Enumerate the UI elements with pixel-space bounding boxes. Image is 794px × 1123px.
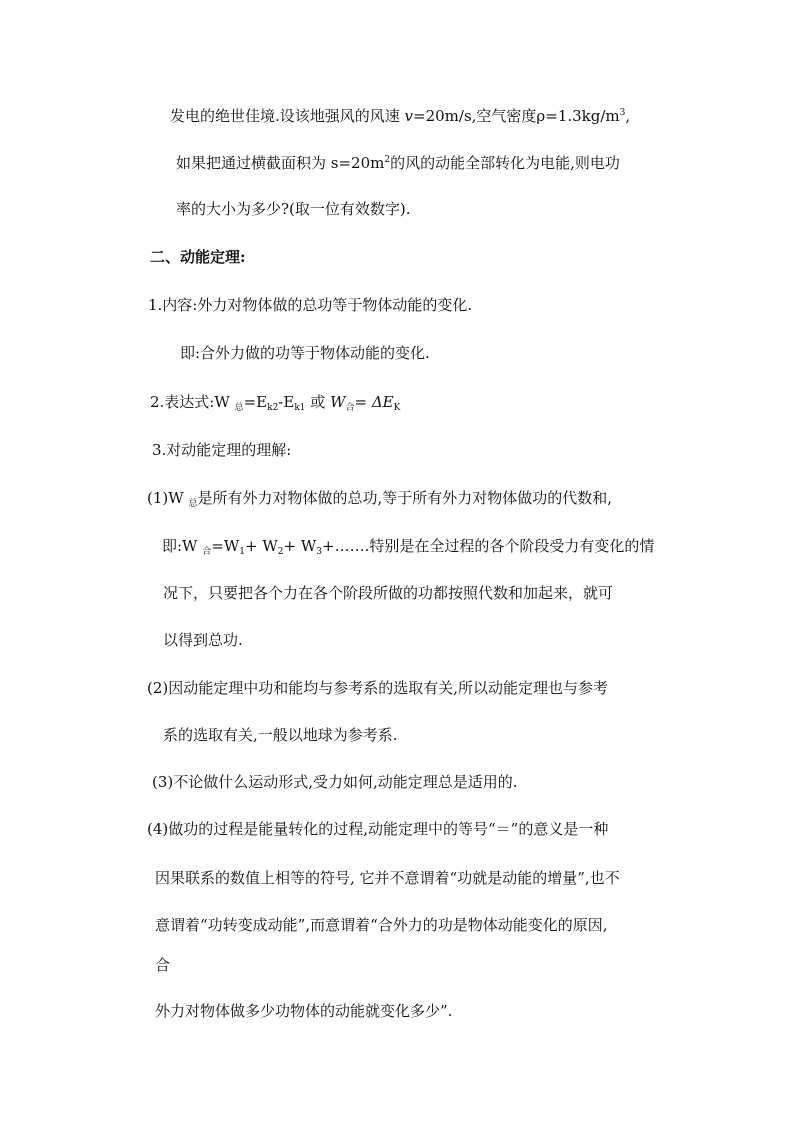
item-2-expression: 2.表达式:W $_总=E_{k2}-E_{k1}$ 或 $W_合= \Delta E_K$ xyxy=(150,393,401,413)
point-4-line-4: 合 xyxy=(155,956,171,974)
velocity-symbol: v xyxy=(404,107,414,125)
point-1-line-2: 即:W $_合=W_1+ W_2+$ $W_3+\dots\dots$.特别是在全过程的各个阶段受力有变化的情 xyxy=(162,537,655,557)
point-4-line-1: (4)做功的过程是能量转化的过程,动能定理中的等号“＝”的意义是一种 xyxy=(147,820,609,838)
problem-line-2: 如果把通过横截面积为 $s=20m^2$的风的动能全部转化为电能,则电功 xyxy=(176,154,620,172)
item-1-explanation: 即:合外力做的功等于物体动能的变化. xyxy=(180,344,430,362)
point-2-line-1: (2)因动能定理中功和能均与参考系的选取有关,所以动能定理也与参考 xyxy=(147,679,609,697)
point-1-line-3: 况下，只要把各个力在各个阶段所做的功都按照代数和加起来，就可 xyxy=(163,584,614,602)
item-1-content: 1.内容:外力对物体做的总功等于物体动能的变化. xyxy=(148,296,473,314)
item-3-title: 3.对动能定理的理解: xyxy=(152,441,292,459)
point-4-line-3: 意谓着“功转变成动能”,而意谓着“合外力的功是物体动能变化的原因, xyxy=(155,916,608,934)
point-3: (3)不论做什么运动形式,受力如何,动能定理总是适用的. xyxy=(152,773,518,791)
point-1-line-4: 以得到总功. xyxy=(163,631,243,649)
problem-line-1: 发电的绝世佳境.设该地强风的风速 v=20m/s,空气密度$\rho=1.3kg/m^3$, xyxy=(170,107,631,125)
problem-line-3: 率的大小为多少?(取一位有效数字). xyxy=(176,200,411,218)
point-1-line-1: (1)W $_总$是所有外力对物体做的总功,等于所有外力对物体做功的代数和, xyxy=(147,489,612,509)
point-4-line-2: 因果联系的数值上相等的符号, 它并不意谓着“功就是动能的增量”,也不 xyxy=(155,869,620,887)
point-2-line-2: 系的选取有关,一般以地球为参考系. xyxy=(163,726,398,744)
point-4-line-5: 外力对物体做多少功物体的动能就变化多少”. xyxy=(155,1002,453,1020)
section-title: 二、动能定理: xyxy=(150,248,246,266)
